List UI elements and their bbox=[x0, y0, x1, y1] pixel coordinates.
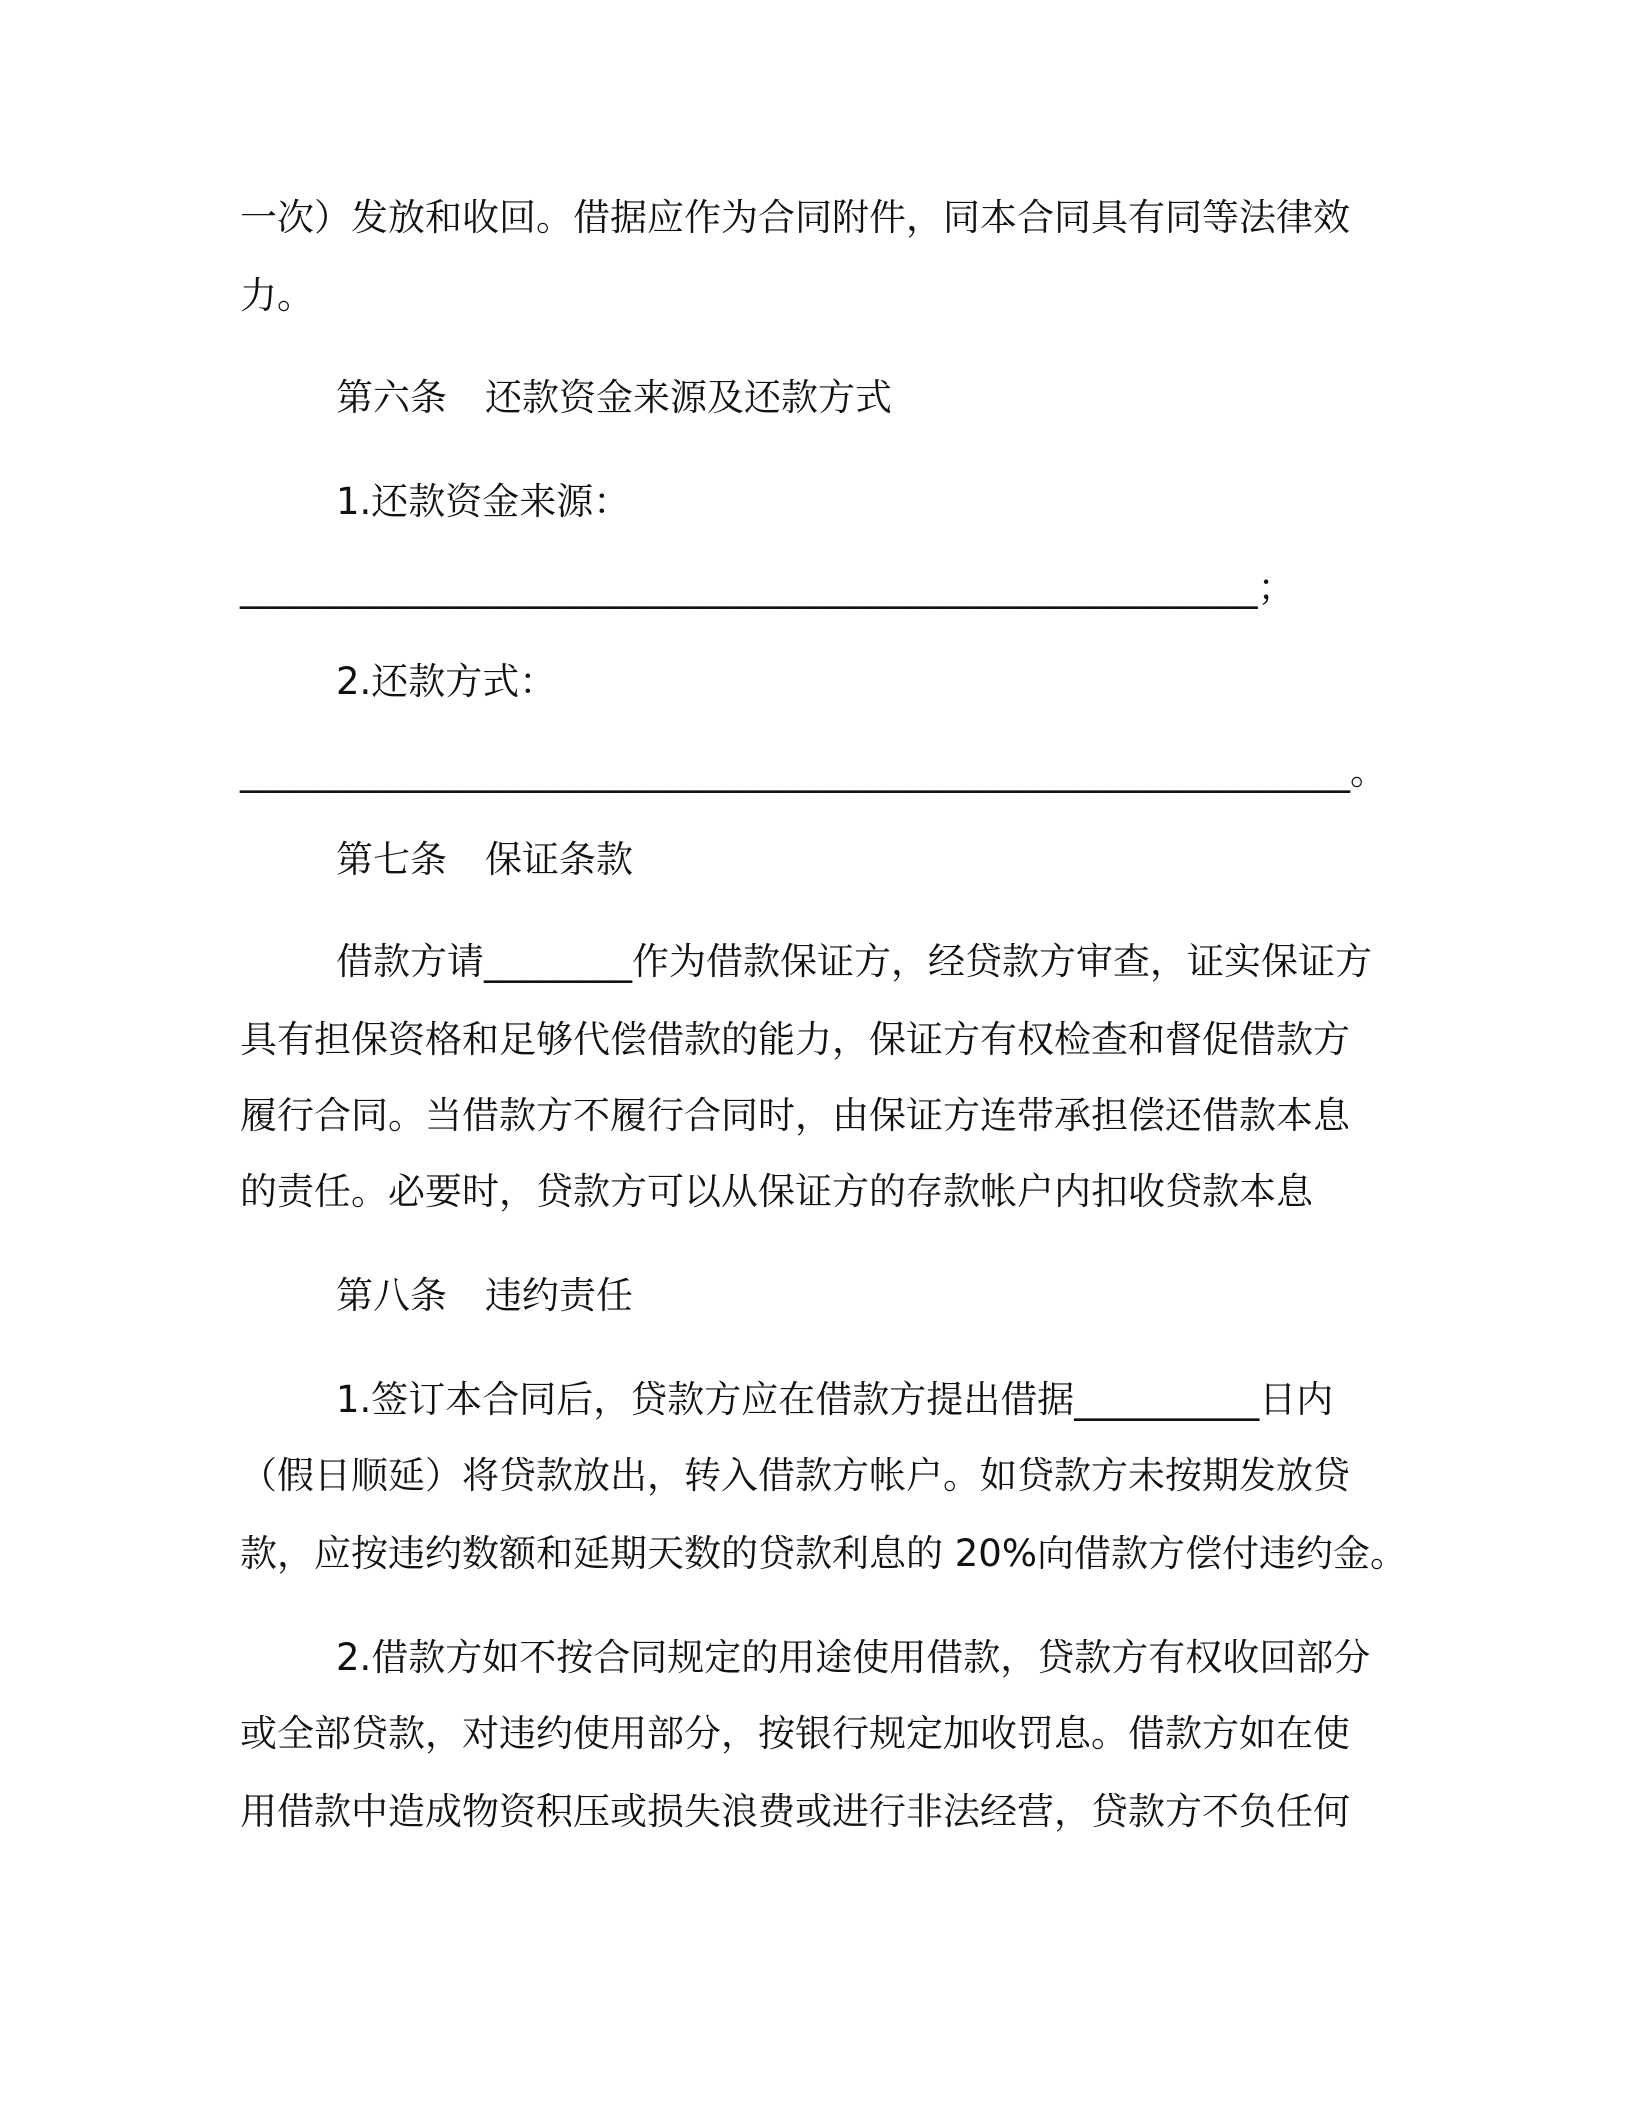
blank-fill-line: _______________________________________________________； bbox=[240, 566, 1295, 609]
article-8-heading bbox=[336, 1272, 633, 1320]
paragraph-line: （假日顺延）将贷款放出，转入借款方帐户。如贷款方未按期发放贷 bbox=[240, 1454, 1350, 1497]
paragraph-line: 的责任。必要时，贷款方可以从保证方的存款帐户内扣收贷款本息 bbox=[240, 1170, 1313, 1213]
article-7-number: 第七条 bbox=[336, 838, 447, 881]
article-6-number: 第六条 bbox=[336, 376, 447, 419]
paragraph-line: 或全部贷款，对违约使用部分，按银行规定加收罚息。借款方如在使 bbox=[240, 1712, 1350, 1755]
paragraph-line: 一次）发放和收回。借据应作为合同附件，同本合同具有同等法律效 bbox=[240, 196, 1350, 239]
paragraph-line: 2.还款方式： bbox=[336, 660, 557, 703]
article-8-number: 第八条 bbox=[336, 1274, 447, 1317]
paragraph-line: 2.借款方如不按合同规定的用途使用借款，贷款方有权收回部分 bbox=[336, 1636, 1371, 1679]
article-6-heading bbox=[336, 374, 892, 422]
paragraph-line: 履行合同。当借款方不履行合同时，由保证方连带承担偿还借款本息 bbox=[240, 1094, 1350, 1137]
article-7-heading bbox=[336, 836, 633, 884]
paragraph-line: 款，应按违约数额和延期天数的贷款利息的 20%向借款方偿付违约金。 bbox=[240, 1532, 1407, 1575]
article-8-title: 违约责任 bbox=[485, 1274, 633, 1317]
paragraph-line: 用借款中造成物资积压或损失浪费或进行非法经营，贷款方不负任何 bbox=[240, 1790, 1350, 1833]
paragraph-line: 具有担保资格和足够代偿借款的能力，保证方有权检查和督促借款方 bbox=[240, 1018, 1350, 1061]
blank-fill-line: ____________________________________________________________。 bbox=[240, 750, 1387, 793]
article-6-title: 还款资金来源及还款方式 bbox=[485, 376, 892, 419]
article-7-title: 保证条款 bbox=[485, 838, 633, 881]
paragraph-line: 1.还款资金来源： bbox=[336, 480, 631, 523]
paragraph-line: 1.签订本合同后，贷款方应在借款方提出借据__________日内 bbox=[336, 1378, 1334, 1421]
paragraph-line: 力。 bbox=[240, 274, 314, 317]
paragraph-line: 借款方请________作为借款保证方，经贷款方审查，证实保证方 bbox=[336, 940, 1372, 983]
